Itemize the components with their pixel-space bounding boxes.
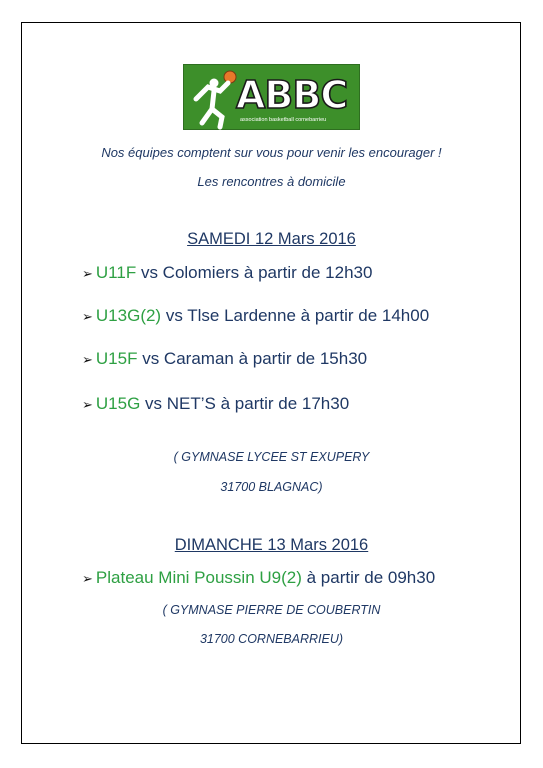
arrow-bullet-icon: ➢: [82, 266, 93, 281]
intro-line-1: Nos équipes comptent sur vous pour venir les encourager !: [101, 145, 442, 160]
match-details: à partir de 09h30: [301, 568, 436, 587]
match-item: [82, 349, 367, 369]
team-name: Plateau Mini Poussin U9(2): [95, 568, 302, 587]
intro-line-2: Les rencontres à domicile: [197, 174, 346, 189]
match-details: vs Tlse Lardenne à partir de 14h00: [161, 306, 430, 325]
logo-subtitle: association basketball cornebarrieu: [240, 117, 327, 123]
match-details: vs NET’S à partir de 17h30: [140, 394, 350, 413]
saturday-venue-line-1: ( GYMNASE LYCEE ST EXUPERY: [173, 450, 370, 464]
abbc-logo: [183, 64, 360, 130]
team-name: U13G(2): [95, 306, 162, 325]
match-item: [82, 394, 349, 414]
match-item: [82, 568, 435, 588]
sunday-venue-line-2: 31700 CORNEBARRIEU): [199, 632, 344, 646]
arrow-bullet-icon: ➢: [82, 571, 93, 586]
arrow-bullet-icon: ➢: [82, 397, 93, 412]
arrow-bullet-icon: ➢: [82, 309, 93, 324]
arrow-bullet-icon: ➢: [82, 352, 93, 367]
match-item: [82, 306, 429, 326]
saturday-title: SAMEDI 12 Mars 2016: [187, 230, 356, 248]
match-details: vs Caraman à partir de 15h30: [137, 349, 368, 368]
team-name: U15F: [95, 349, 138, 368]
sunday-title: DIMANCHE 13 Mars 2016: [174, 536, 369, 554]
team-name: U15G: [95, 394, 141, 413]
saturday-venue-line-2: 31700 BLAGNAC): [220, 480, 323, 494]
match-details: vs Colomiers à partir de 12h30: [136, 263, 373, 282]
team-name: U11F: [95, 263, 137, 282]
sunday-venue-line-1: ( GYMNASE PIERRE DE COUBERTIN: [162, 603, 381, 617]
match-item: [82, 263, 372, 283]
logo-text: ABBC: [236, 73, 348, 117]
